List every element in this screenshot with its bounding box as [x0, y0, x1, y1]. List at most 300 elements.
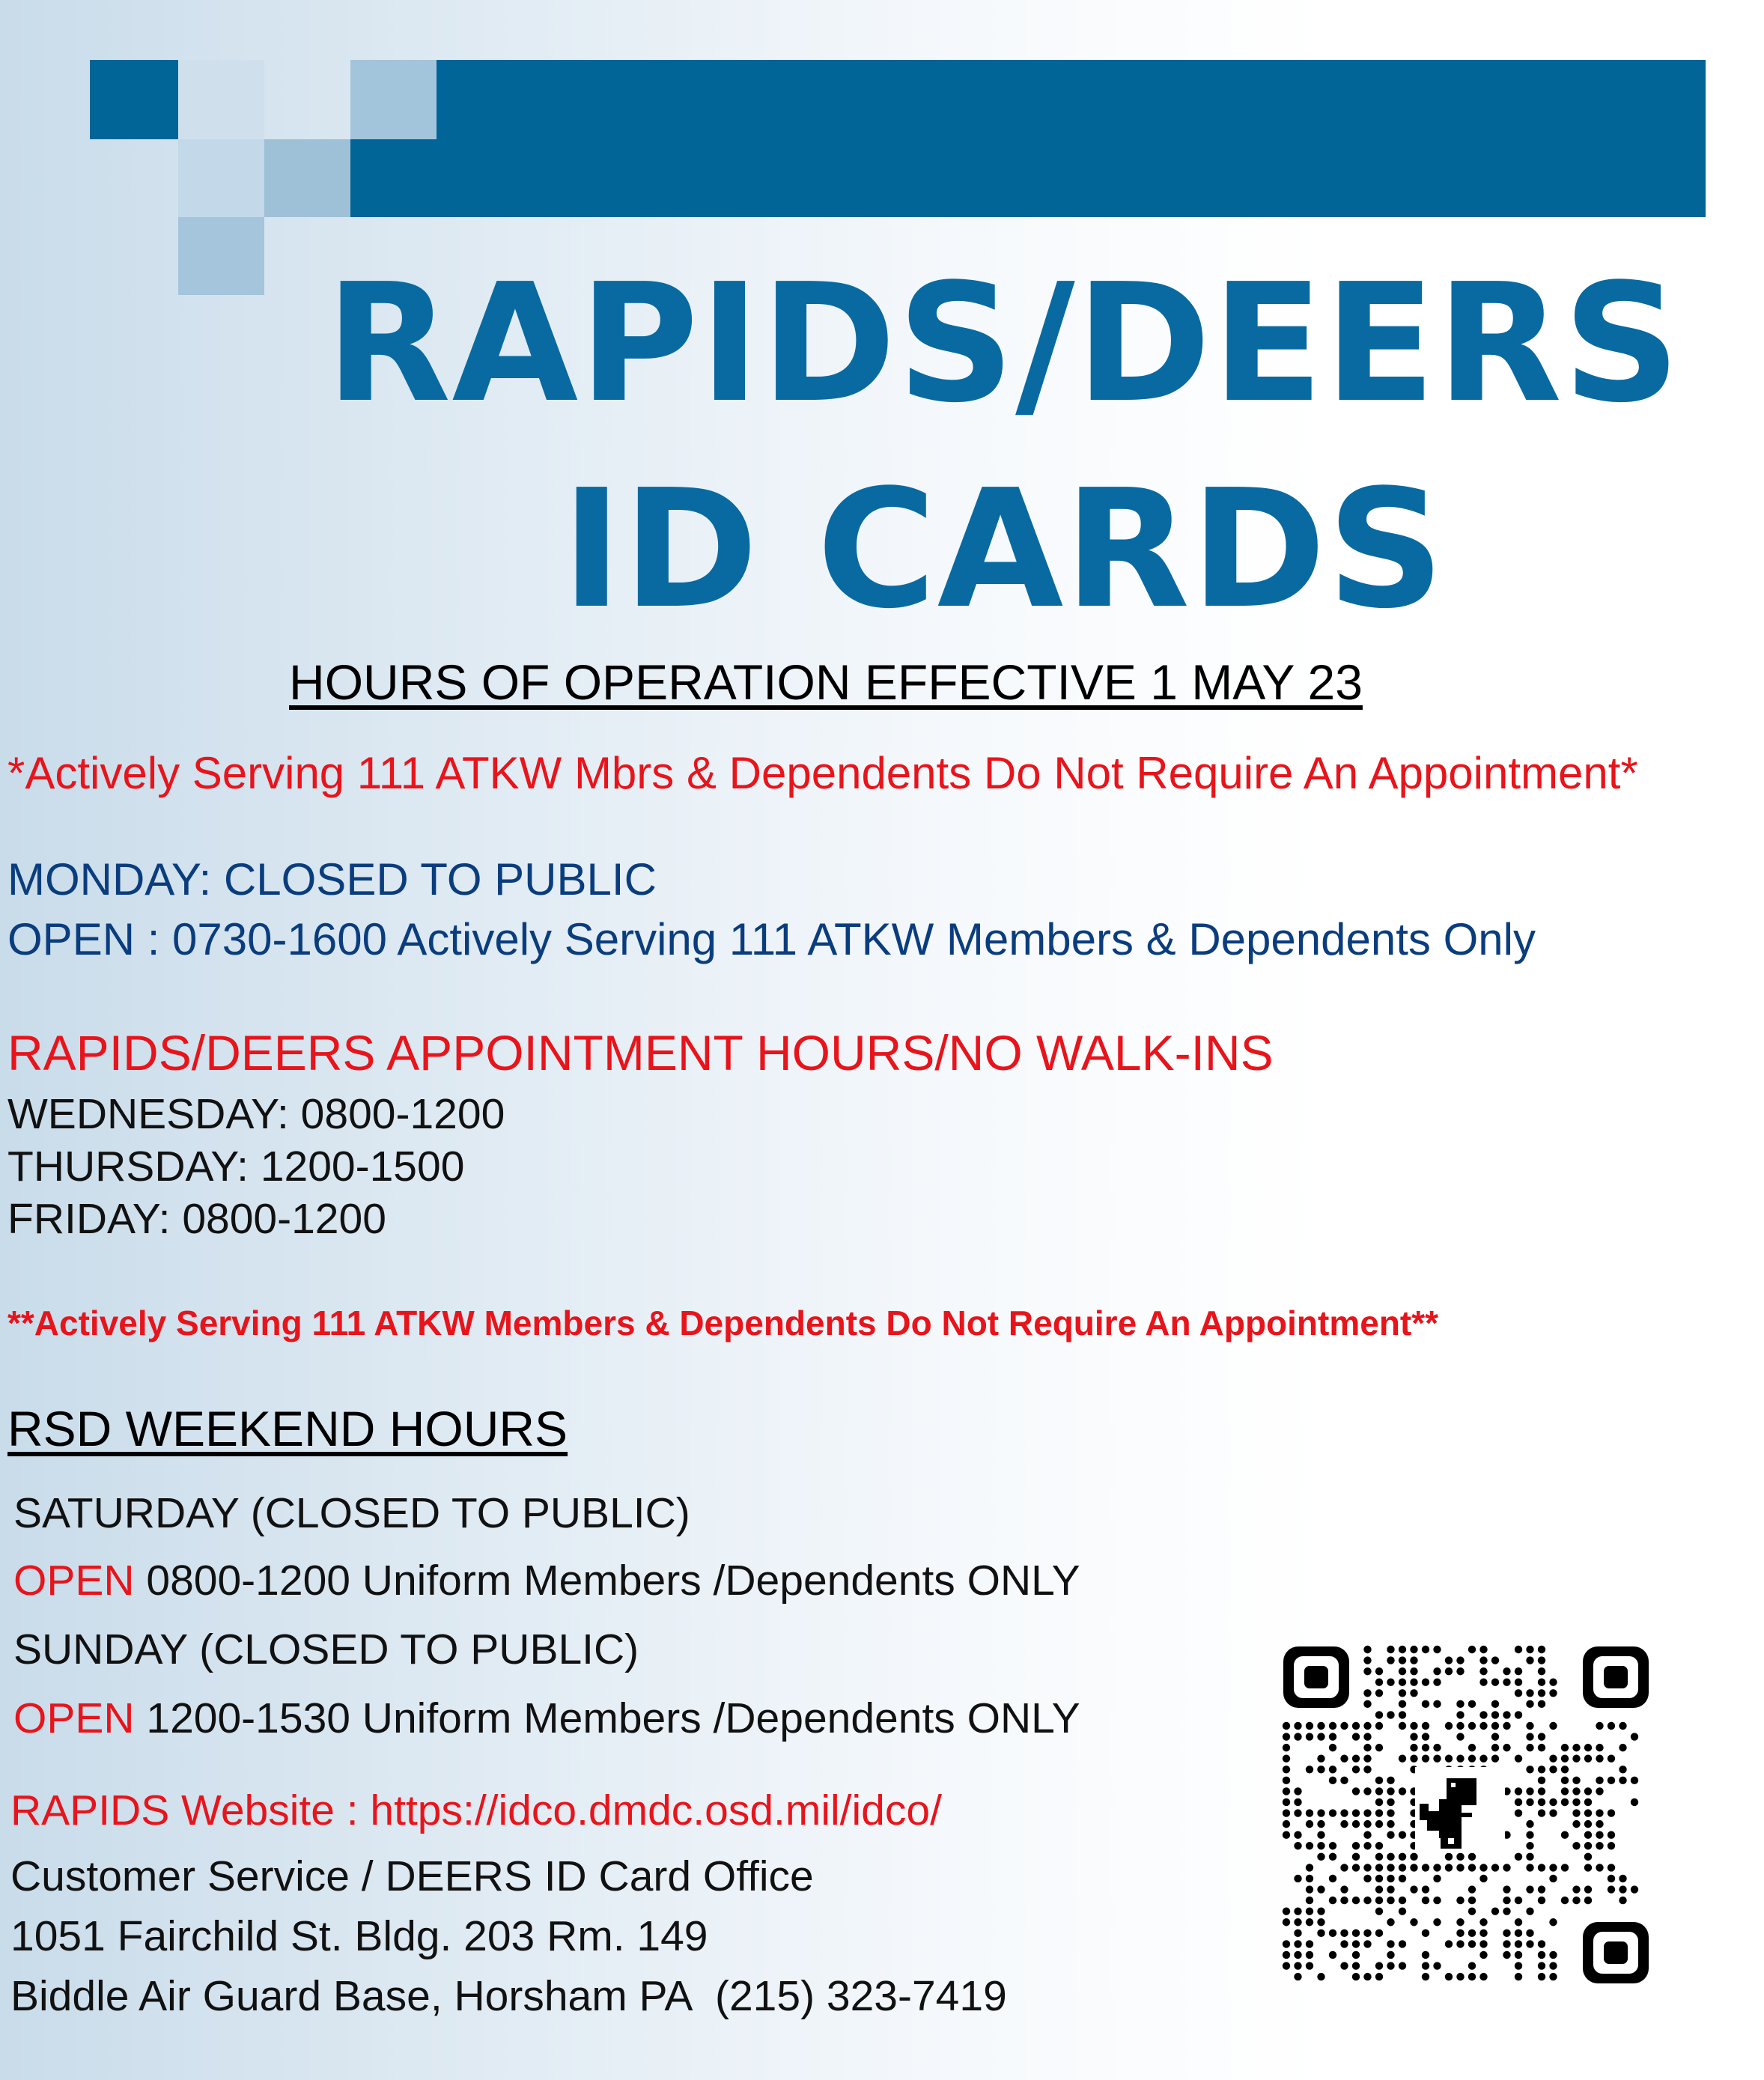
qr-dot [1363, 1930, 1371, 1937]
qr-dot [1503, 1897, 1510, 1904]
qr-dot [1306, 1809, 1313, 1816]
qr-dot [1317, 1930, 1324, 1937]
qr-dot [1608, 1809, 1615, 1816]
qr-dot [1433, 1962, 1441, 1969]
qr-dot [1456, 1897, 1464, 1904]
qr-dot [1352, 1733, 1360, 1740]
qr-dot [1340, 1722, 1348, 1730]
qr-dot [1549, 1973, 1557, 1980]
qr-dot [1352, 1864, 1360, 1871]
qr-dot [1352, 1820, 1360, 1828]
qr-dot [1399, 1864, 1406, 1871]
qr-dot [1340, 1885, 1348, 1893]
qr-dot [1596, 1809, 1603, 1816]
banner-square-6 [178, 217, 264, 295]
qr-dot [1283, 1820, 1290, 1828]
qr-dot [1340, 1897, 1348, 1904]
qr-dot [1584, 1831, 1592, 1838]
qr-dot [1387, 1711, 1394, 1718]
qr-dot [1399, 1667, 1406, 1675]
qr-dot [1479, 1722, 1487, 1730]
qr-dot [1503, 1907, 1510, 1915]
qr-dot [1608, 1777, 1615, 1784]
qr-dot [1363, 1831, 1371, 1838]
qr-dot [1445, 1667, 1453, 1675]
qr-dot [1294, 1930, 1301, 1937]
qr-dot [1387, 1853, 1394, 1861]
qr-dot [1479, 1864, 1487, 1871]
qr-dot [1479, 1875, 1487, 1882]
qr-dot [1399, 1897, 1406, 1904]
qr-dot [1329, 1930, 1336, 1937]
website-link[interactable]: RAPIDS Website : https://idco.dmdc.osd.mil/idco/ [10, 1786, 942, 1834]
qr-dot [1283, 1951, 1290, 1959]
qr-dot [1352, 1755, 1360, 1763]
qr-dot [1596, 1722, 1603, 1730]
qr-dot [1479, 1667, 1487, 1675]
qr-dot [1468, 1700, 1476, 1708]
qr-dot [1317, 1918, 1324, 1926]
qr-dot [1491, 1733, 1499, 1740]
qr-dot [1306, 1733, 1313, 1740]
qr-dot [1387, 1918, 1394, 1926]
qr-dot [1387, 1820, 1394, 1828]
qr-dot [1491, 1722, 1499, 1730]
qr-dot [1584, 1755, 1592, 1763]
qr-dot [1526, 1940, 1533, 1947]
qr-dot [1538, 1897, 1545, 1904]
qr-dot [1340, 1755, 1348, 1763]
qr-dot [1433, 1646, 1441, 1653]
qr-dot [1433, 1755, 1441, 1763]
qr-dot [1538, 1656, 1545, 1664]
qr-dot [1549, 1679, 1557, 1686]
qr-dot [1410, 1656, 1417, 1664]
qr-dot [1515, 1951, 1522, 1959]
qr-dot [1619, 1766, 1626, 1773]
qr-dot [1515, 1755, 1522, 1763]
qr-dot [1387, 1940, 1394, 1947]
appointments-notice: **Actively Serving 111 ATKW Members & Dependents Do Not Require An Appointment** [7, 1304, 1439, 1342]
qr-dot [1283, 1744, 1290, 1751]
qr-dot [1561, 1831, 1569, 1838]
qr-dot [1538, 1766, 1545, 1773]
qr-dot [1399, 1646, 1406, 1653]
qr-dot [1479, 1973, 1487, 1980]
qr-dot [1375, 1853, 1383, 1861]
qr-dot [1375, 1722, 1383, 1730]
qr-dot [1352, 1853, 1360, 1861]
qr-dot [1456, 1930, 1464, 1937]
qr-dot [1515, 1711, 1522, 1718]
qr-code-icon[interactable] [1280, 1643, 1655, 1988]
qr-dot [1491, 1755, 1499, 1763]
qr-dot [1352, 1940, 1360, 1947]
qr-dot [1526, 1656, 1533, 1664]
qr-dot [1399, 1700, 1406, 1708]
qr-dot [1317, 1973, 1324, 1980]
qr-dot [1526, 1885, 1533, 1893]
qr-dot [1538, 1679, 1545, 1686]
qr-dot [1515, 1679, 1522, 1686]
qr-dot [1340, 1809, 1348, 1816]
qr-dot [1468, 1885, 1476, 1893]
qr-dot [1422, 1733, 1429, 1740]
qr-dot [1317, 1820, 1324, 1828]
qr-dot [1538, 1744, 1545, 1751]
qr-dot [1340, 1930, 1348, 1937]
qr-dot [1572, 1755, 1580, 1763]
qr-dot [1468, 1973, 1476, 1980]
qr-dot [1352, 1962, 1360, 1969]
qr-dot [1584, 1885, 1592, 1893]
qr-dot [1283, 1962, 1290, 1969]
qr-dot [1584, 1744, 1592, 1751]
qr-dot [1456, 1755, 1464, 1763]
qr-dot [1491, 1656, 1499, 1664]
qr-dot [1340, 1864, 1348, 1871]
qr-dot [1538, 1951, 1545, 1959]
qr-dot [1363, 1689, 1371, 1697]
qr-dot [1306, 1875, 1313, 1882]
qr-dot [1526, 1798, 1533, 1806]
qr-dot [1294, 1809, 1301, 1816]
qr-dot [1317, 1809, 1324, 1816]
qr-dot [1375, 1679, 1383, 1686]
qr-dot [1549, 1809, 1557, 1816]
qr-dot [1329, 1842, 1336, 1849]
qr-dot [1456, 1700, 1464, 1708]
qr-dot [1561, 1755, 1569, 1763]
qr-dot [1422, 1679, 1429, 1686]
qr-dot [1294, 1951, 1301, 1959]
qr-dot [1584, 1820, 1592, 1828]
qr-dot [1294, 1940, 1301, 1947]
banner-bar [350, 60, 1706, 217]
qr-dot [1352, 1897, 1360, 1904]
monday-closed: MONDAY: CLOSED TO PUBLIC [7, 854, 657, 904]
qr-dot [1294, 1831, 1301, 1838]
qr-dot [1538, 1667, 1545, 1675]
notice-top: *Actively Serving 111 ATKW Mbrs & Dependents Do Not Require An Appointment* [7, 748, 1638, 798]
qr-dot [1410, 1918, 1417, 1926]
qr-dot [1526, 1689, 1533, 1697]
qr-dot [1572, 1820, 1580, 1828]
qr-dot [1422, 1930, 1429, 1937]
qr-dot [1561, 1897, 1569, 1904]
qr-dot [1352, 1930, 1360, 1937]
qr-dot [1399, 1755, 1406, 1763]
qr-dot [1584, 1864, 1592, 1871]
qr-dot [1363, 1820, 1371, 1828]
appt-wednesday: WEDNESDAY: 0800-1200 [7, 1090, 505, 1138]
qr-dot [1422, 1864, 1429, 1871]
title-line-1: RAPIDS/DEERS [325, 249, 1682, 439]
qr-dot [1399, 1722, 1406, 1730]
qr-dot [1468, 1930, 1476, 1937]
saturday-open-text: 0800-1200 Uniform Members /Dependents ONLY [134, 1557, 1080, 1605]
qr-dot [1363, 1864, 1371, 1871]
qr-dot [1479, 1646, 1487, 1653]
qr-dot [1549, 1864, 1557, 1871]
appointments-heading: RAPIDS/DEERS APPOINTMENT HOURS/NO WALK-INS [7, 1025, 1274, 1080]
qr-dot [1433, 1679, 1441, 1686]
qr-dot [1526, 1744, 1533, 1751]
qr-dot [1387, 1787, 1394, 1795]
qr-dot [1456, 1656, 1464, 1664]
qr-dot [1479, 1656, 1487, 1664]
qr-dot [1549, 1962, 1557, 1969]
qr-dot [1422, 1951, 1429, 1959]
qr-dot [1352, 1766, 1360, 1773]
qr-dot [1503, 1864, 1510, 1871]
qr-dot [1596, 1787, 1603, 1795]
qr-dot [1561, 1864, 1569, 1871]
qr-dot [1526, 1733, 1533, 1740]
qr-dot [1503, 1930, 1510, 1937]
qr-dot [1329, 1875, 1336, 1882]
qr-dot [1294, 1722, 1301, 1730]
qr-dot [1549, 1918, 1557, 1926]
qr-dot [1608, 1875, 1615, 1882]
qr-dot [1456, 1940, 1464, 1947]
appt-thursday: THURSDAY: 1200-1500 [7, 1143, 465, 1190]
qr-dot [1572, 1798, 1580, 1806]
qr-dot [1526, 1820, 1533, 1828]
qr-dot [1363, 1787, 1371, 1795]
qr-dot [1352, 1973, 1360, 1980]
qr-finder-top-right [1583, 1646, 1649, 1708]
qr-dot [1526, 1842, 1533, 1849]
qr-dot [1306, 1907, 1313, 1915]
qr-dot [1572, 1842, 1580, 1849]
qr-dot [1491, 1711, 1499, 1718]
qr-dot [1538, 1733, 1545, 1740]
qr-dot [1387, 1864, 1394, 1871]
qr-dot [1363, 1809, 1371, 1816]
qr-dot [1538, 1700, 1545, 1708]
qr-dot [1375, 1689, 1383, 1697]
qr-dot [1608, 1755, 1615, 1763]
qr-dot [1538, 1962, 1545, 1969]
qr-dot [1410, 1853, 1417, 1861]
qr-dot [1387, 1885, 1394, 1893]
qr-dot [1596, 1777, 1603, 1784]
qr-dot [1410, 1722, 1417, 1730]
qr-dot [1352, 1842, 1360, 1849]
qr-dot [1410, 1679, 1417, 1686]
qr-dot [1456, 1711, 1464, 1718]
qr-dot [1433, 1897, 1441, 1904]
qr-dot [1375, 1842, 1383, 1849]
qr-dot [1329, 1777, 1336, 1784]
qr-dot [1410, 1667, 1417, 1675]
qr-dot [1422, 1646, 1429, 1653]
qr-dot [1526, 1766, 1533, 1773]
qr-dot [1375, 1809, 1383, 1816]
qr-dot [1596, 1842, 1603, 1849]
qr-dot [1619, 1885, 1626, 1893]
qr-dot [1468, 1853, 1476, 1861]
qr-dot [1283, 1755, 1290, 1763]
qr-dot [1283, 1787, 1290, 1795]
qr-dot [1503, 1722, 1510, 1730]
qr-dot [1294, 1875, 1301, 1882]
qr-dot [1387, 1831, 1394, 1838]
qr-dot [1317, 1766, 1324, 1773]
qr-dot [1479, 1679, 1487, 1686]
qr-dot [1399, 1831, 1406, 1838]
qr-dot [1549, 1951, 1557, 1959]
qr-dot [1375, 1744, 1383, 1751]
qr-dot [1503, 1951, 1510, 1959]
qr-dot [1294, 1787, 1301, 1795]
qr-dot [1456, 1853, 1464, 1861]
qr-dot [1422, 1700, 1429, 1708]
office-base: Biddle Air Guard Base, Horsham PA [10, 1972, 693, 2020]
qr-dot [1631, 1798, 1638, 1806]
qr-dot [1363, 1755, 1371, 1763]
qr-dot [1329, 1897, 1336, 1904]
qr-dot [1294, 1973, 1301, 1980]
qr-dot [1491, 1679, 1499, 1686]
qr-dot [1515, 1809, 1522, 1816]
qr-dot [1433, 1667, 1441, 1675]
qr-dot [1526, 1853, 1533, 1861]
qr-dot [1363, 1646, 1371, 1653]
qr-dot [1283, 1722, 1290, 1730]
qr-dot [1387, 1656, 1394, 1664]
sunday-open-label: OPEN [13, 1694, 135, 1742]
qr-dot [1399, 1940, 1406, 1947]
qr-dot [1468, 1907, 1476, 1915]
qr-dot [1387, 1897, 1394, 1904]
qr-dot [1306, 1951, 1313, 1959]
qr-dot [1363, 1656, 1371, 1664]
qr-dot [1329, 1733, 1336, 1740]
qr-dot [1306, 1820, 1313, 1828]
qr-dot [1294, 1962, 1301, 1969]
qr-dot [1538, 1798, 1545, 1806]
qr-dot [1306, 1885, 1313, 1893]
qr-dot [1399, 1656, 1406, 1664]
qr-dot [1468, 1864, 1476, 1871]
qr-dot [1549, 1722, 1557, 1730]
qr-dot [1468, 1962, 1476, 1969]
qr-dot [1317, 1853, 1324, 1861]
qr-dot [1352, 1722, 1360, 1730]
qr-dot [1399, 1907, 1406, 1915]
qr-dot [1329, 1809, 1336, 1816]
qr-dot [1306, 1897, 1313, 1904]
qr-dot [1526, 1700, 1533, 1708]
qr-dot [1363, 1897, 1371, 1904]
qr-dot [1515, 1962, 1522, 1969]
qr-dot [1399, 1679, 1406, 1686]
qr-dot [1433, 1875, 1441, 1882]
qr-dot [1468, 1646, 1476, 1653]
qr-dot [1445, 1940, 1453, 1947]
qr-dot [1399, 1787, 1406, 1795]
office-phone: (215) 323-7419 [715, 1972, 1007, 2020]
qr-dot [1306, 1766, 1313, 1773]
qr-dot [1375, 1667, 1383, 1675]
qr-dot [1456, 1973, 1464, 1980]
qr-dot [1468, 1744, 1476, 1751]
qr-dot [1410, 1646, 1417, 1653]
banner-square-1 [90, 60, 178, 139]
qr-dot [1329, 1722, 1336, 1730]
qr-dot [1468, 1755, 1476, 1763]
qr-finder-bottom-right [1583, 1922, 1649, 1983]
qr-dot [1503, 1667, 1510, 1675]
qr-dot [1363, 1973, 1371, 1980]
qr-dot [1479, 1755, 1487, 1763]
qr-dot [1445, 1864, 1453, 1871]
qr-dot [1479, 1918, 1487, 1926]
qr-dot [1329, 1853, 1336, 1861]
qr-dot [1375, 1864, 1383, 1871]
qr-dot [1596, 1755, 1603, 1763]
qr-dot [1491, 1744, 1499, 1751]
qr-dot [1317, 1907, 1324, 1915]
qr-dot [1283, 1766, 1290, 1773]
qr-dot [1283, 1798, 1290, 1806]
qr-dot [1549, 1875, 1557, 1882]
qr-dot [1445, 1853, 1453, 1861]
qr-dot [1503, 1940, 1510, 1947]
qr-dot [1363, 1875, 1371, 1882]
qr-dot [1515, 1798, 1522, 1806]
qr-dot [1515, 1940, 1522, 1947]
qr-dot [1572, 1885, 1580, 1893]
qr-dot [1387, 1777, 1394, 1784]
qr-dot [1456, 1918, 1464, 1926]
qr-dot [1549, 1766, 1557, 1773]
qr-dot [1584, 1787, 1592, 1795]
qr-dot [1410, 1733, 1417, 1740]
appt-friday: FRIDAY: 0800-1200 [7, 1195, 386, 1243]
qr-dot [1608, 1842, 1615, 1849]
qr-dot [1479, 1940, 1487, 1947]
qr-dot [1584, 1853, 1592, 1861]
weekend-heading: RSD WEEKEND HOURS [7, 1401, 568, 1456]
qr-dot [1468, 1897, 1476, 1904]
qr-dot [1363, 1744, 1371, 1751]
qr-dot [1572, 1897, 1580, 1904]
qr-dot [1375, 1777, 1383, 1784]
qr-dot [1306, 1842, 1313, 1849]
qr-dot [1538, 1787, 1545, 1795]
qr-dot [1340, 1962, 1348, 1969]
qr-dot [1422, 1744, 1429, 1751]
qr-dot [1526, 1787, 1533, 1795]
qr-dot [1445, 1722, 1453, 1730]
qr-dot [1387, 1646, 1394, 1653]
qr-dot [1631, 1777, 1638, 1784]
qr-dot [1515, 1973, 1522, 1980]
qr-dot [1387, 1809, 1394, 1816]
qr-dot [1515, 1646, 1522, 1653]
qr-dot [1399, 1962, 1406, 1969]
qr-dot [1422, 1755, 1429, 1763]
qr-dot [1479, 1951, 1487, 1959]
qr-dot [1329, 1766, 1336, 1773]
qr-dot [1433, 1918, 1441, 1926]
qr-dot [1317, 1755, 1324, 1763]
banner-square-2 [178, 60, 264, 139]
qr-dot [1515, 1930, 1522, 1937]
